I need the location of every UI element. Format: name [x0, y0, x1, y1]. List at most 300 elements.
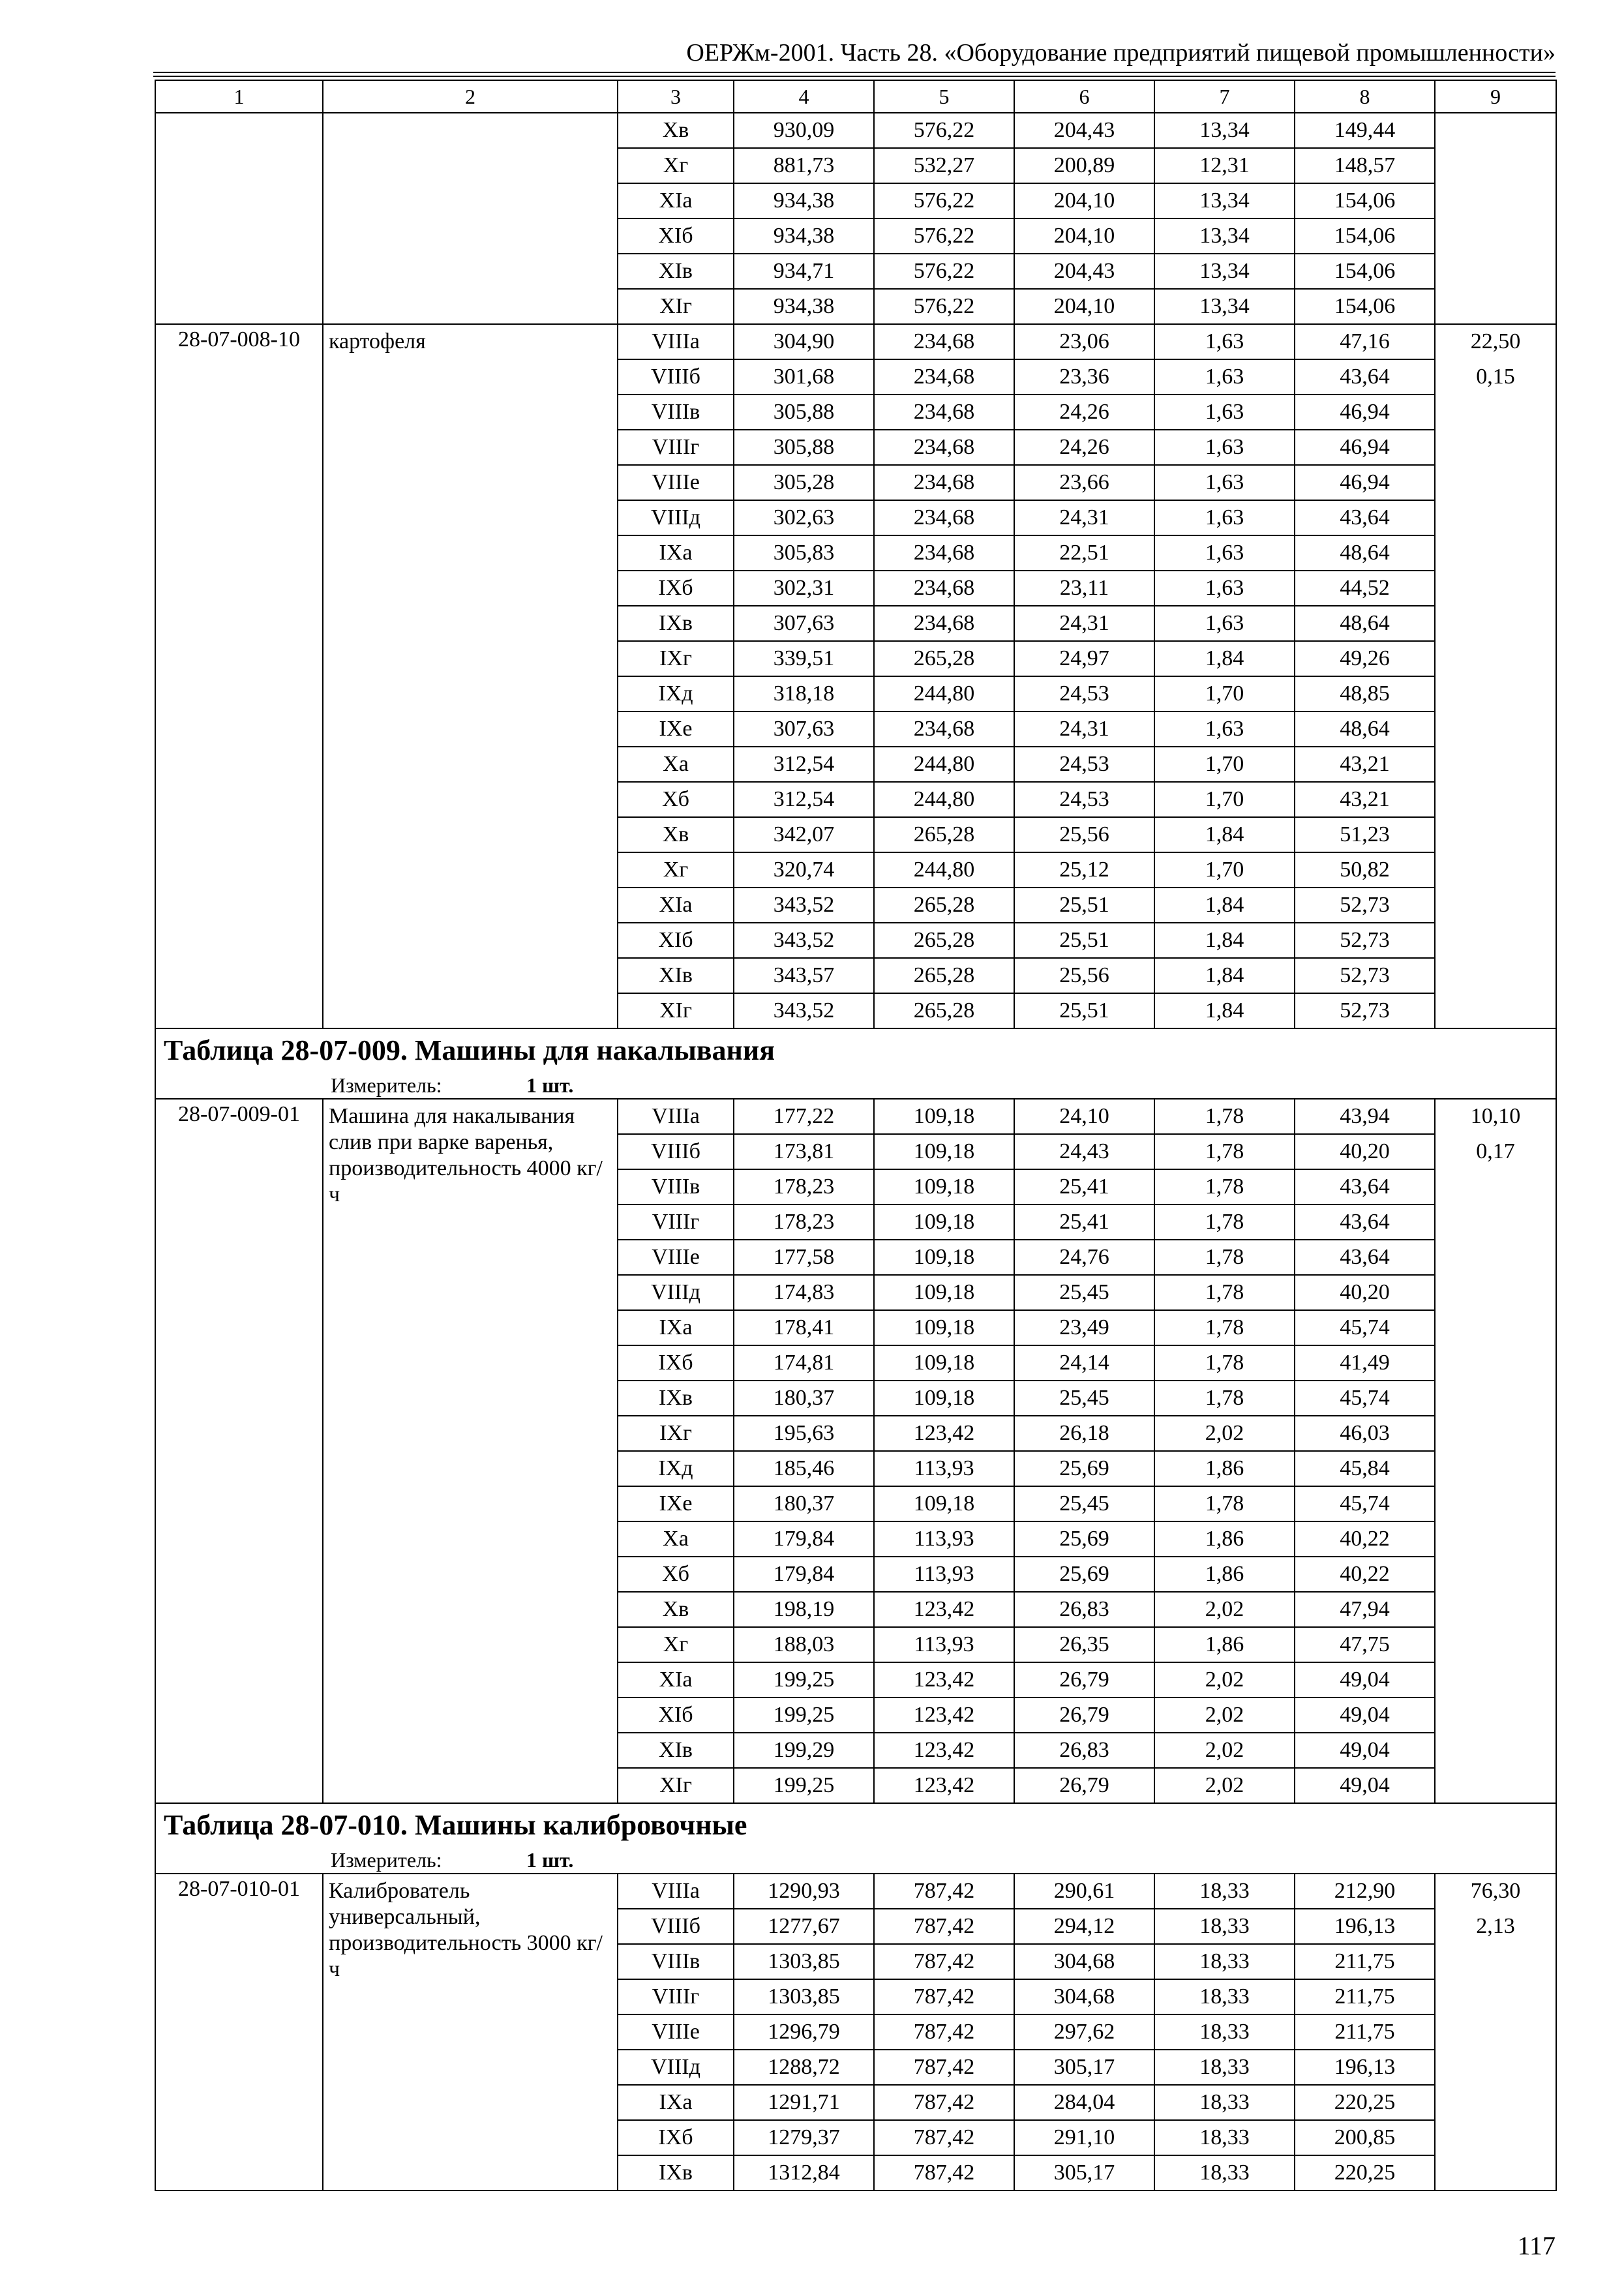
value-cell: 25,41: [1014, 1204, 1154, 1240]
zone-cell: Xб: [618, 1557, 734, 1592]
rate-code: [155, 113, 323, 324]
value-cell: 45,74: [1295, 1381, 1435, 1416]
value-cell: 18,33: [1154, 2120, 1295, 2155]
value-cell: 109,18: [874, 1486, 1014, 1521]
value-cell: 24,53: [1014, 676, 1154, 711]
value-cell: 24,26: [1014, 430, 1154, 465]
zone-cell: Xг: [618, 852, 734, 888]
zone-cell: XIв: [618, 254, 734, 289]
value-cell: 24,53: [1014, 782, 1154, 817]
value-cell: 25,56: [1014, 958, 1154, 993]
zone-cell: IXб: [618, 2120, 734, 2155]
value-cell: 177,22: [734, 1099, 874, 1134]
table-row: [155, 1874, 1556, 1909]
value-cell: 2,02: [1154, 1768, 1295, 1803]
value-cell: 1,78: [1154, 1099, 1295, 1134]
value-cell: 576,22: [874, 183, 1014, 218]
value-cell: 220,25: [1295, 2155, 1435, 2191]
column-number: 1: [155, 80, 323, 113]
value-cell: 1,70: [1154, 852, 1295, 888]
zone-cell: VIIIд: [618, 1275, 734, 1310]
value-cell: 1,63: [1154, 430, 1295, 465]
value-cell: 1,78: [1154, 1381, 1295, 1416]
zone-cell: IXг: [618, 1416, 734, 1451]
zone-cell: XIв: [618, 1733, 734, 1768]
value-cell: 2,02: [1154, 1416, 1295, 1451]
column9-value: 22,50: [1470, 329, 1521, 353]
value-cell: 24,53: [1014, 747, 1154, 782]
value-cell: 305,17: [1014, 2050, 1154, 2085]
value-cell: 199,25: [734, 1698, 874, 1733]
value-cell: 40,22: [1295, 1557, 1435, 1592]
value-cell: 1,70: [1154, 782, 1295, 817]
value-cell: 45,74: [1295, 1486, 1435, 1521]
value-cell: 26,79: [1014, 1698, 1154, 1733]
value-cell: 26,18: [1014, 1416, 1154, 1451]
value-cell: 787,42: [874, 1874, 1014, 1909]
value-cell: 48,85: [1295, 676, 1435, 711]
value-cell: 1291,71: [734, 2085, 874, 2120]
value-cell: 23,36: [1014, 359, 1154, 395]
value-cell: 787,42: [874, 2014, 1014, 2050]
value-cell: 26,79: [1014, 1662, 1154, 1698]
zone-cell: VIIIa: [618, 1874, 734, 1909]
unit-label: Измеритель:: [331, 1073, 442, 1097]
value-cell: 45,84: [1295, 1451, 1435, 1486]
value-cell: 24,31: [1014, 606, 1154, 641]
value-cell: 52,73: [1295, 958, 1435, 993]
zone-cell: IXв: [618, 2155, 734, 2191]
value-cell: 2,02: [1154, 1698, 1295, 1733]
value-cell: 43,21: [1295, 782, 1435, 817]
value-cell: 1,63: [1154, 324, 1295, 359]
value-cell: 49,26: [1295, 641, 1435, 676]
value-cell: 123,42: [874, 1592, 1014, 1627]
value-cell: 211,75: [1295, 2014, 1435, 2050]
value-cell: 284,04: [1014, 2085, 1154, 2120]
value-cell: 297,62: [1014, 2014, 1154, 2050]
value-cell: 48,64: [1295, 535, 1435, 571]
value-cell: 24,31: [1014, 500, 1154, 535]
value-cell: 40,22: [1295, 1521, 1435, 1557]
value-cell: 179,84: [734, 1557, 874, 1592]
value-cell: 1,78: [1154, 1240, 1295, 1275]
unit-cell: [155, 1847, 1556, 1874]
column9-values: [1435, 1874, 1556, 2191]
value-cell: 49,04: [1295, 1698, 1435, 1733]
rate-name: Калиброватель универсальный, производительность 3000 кг/ч: [323, 1874, 618, 2191]
zone-cell: XIг: [618, 993, 734, 1028]
table-title: Таблица 28-07-010. Машины калибровочные: [155, 1803, 1556, 1847]
value-cell: 1,63: [1154, 500, 1295, 535]
column9-value: 2,13: [1476, 1914, 1515, 1938]
value-cell: 149,44: [1295, 113, 1435, 148]
value-cell: 113,93: [874, 1627, 1014, 1662]
value-cell: 40,20: [1295, 1134, 1435, 1169]
value-cell: 787,42: [874, 1944, 1014, 1979]
table-title-row: [155, 1803, 1556, 1847]
value-cell: 307,63: [734, 606, 874, 641]
value-cell: 25,45: [1014, 1486, 1154, 1521]
value-cell: 24,26: [1014, 395, 1154, 430]
zone-cell: XIa: [618, 183, 734, 218]
value-cell: 49,04: [1295, 1662, 1435, 1698]
value-cell: 46,94: [1295, 395, 1435, 430]
column9-value: 0,17: [1476, 1139, 1515, 1163]
value-cell: 26,83: [1014, 1733, 1154, 1768]
value-cell: 265,28: [874, 958, 1014, 993]
value-cell: 109,18: [874, 1169, 1014, 1204]
value-cell: 46,94: [1295, 465, 1435, 500]
value-cell: 24,10: [1014, 1099, 1154, 1134]
zone-cell: VIIIд: [618, 2050, 734, 2085]
value-cell: 212,90: [1295, 1874, 1435, 1909]
column9-values: [1435, 113, 1556, 324]
zone-cell: XIб: [618, 1698, 734, 1733]
zone-cell: Xв: [618, 817, 734, 852]
value-cell: 1,63: [1154, 465, 1295, 500]
value-cell: 930,09: [734, 113, 874, 148]
column9-value: 0,15: [1476, 365, 1515, 389]
value-cell: 47,94: [1295, 1592, 1435, 1627]
value-cell: 1,63: [1154, 359, 1295, 395]
value-cell: 1,63: [1154, 571, 1295, 606]
value-cell: 1277,67: [734, 1909, 874, 1944]
value-cell: 123,42: [874, 1768, 1014, 1803]
value-cell: 123,42: [874, 1662, 1014, 1698]
page-header: ОЕРЖм-2001. Часть 28. «Оборудование предприятий пищевой промышленности»: [686, 39, 1556, 67]
zone-cell: VIIIб: [618, 359, 734, 395]
zone-cell: XIв: [618, 958, 734, 993]
value-cell: 26,79: [1014, 1768, 1154, 1803]
value-cell: 265,28: [874, 923, 1014, 958]
value-cell: 18,33: [1154, 2085, 1295, 2120]
value-cell: 18,33: [1154, 1874, 1295, 1909]
value-cell: 154,06: [1295, 254, 1435, 289]
value-cell: 211,75: [1295, 1944, 1435, 1979]
value-cell: 46,03: [1295, 1416, 1435, 1451]
value-cell: 302,31: [734, 571, 874, 606]
zone-cell: VIIIб: [618, 1909, 734, 1944]
value-cell: 25,45: [1014, 1275, 1154, 1310]
value-cell: 1,63: [1154, 395, 1295, 430]
column9-value: 76,30: [1470, 1879, 1521, 1903]
value-cell: 294,12: [1014, 1909, 1154, 1944]
value-cell: 1,84: [1154, 923, 1295, 958]
value-cell: 302,63: [734, 500, 874, 535]
zone-cell: VIIIг: [618, 430, 734, 465]
value-cell: 43,64: [1295, 500, 1435, 535]
value-cell: 211,75: [1295, 1979, 1435, 2014]
value-cell: 2,02: [1154, 1733, 1295, 1768]
column-number: 9: [1435, 80, 1556, 113]
value-cell: 244,80: [874, 747, 1014, 782]
value-cell: 50,82: [1295, 852, 1435, 888]
rate-name: [323, 113, 618, 324]
value-cell: 1,86: [1154, 1627, 1295, 1662]
zone-cell: IXг: [618, 641, 734, 676]
value-cell: 1,84: [1154, 641, 1295, 676]
column-number-row: [155, 80, 1556, 113]
value-cell: 18,33: [1154, 1979, 1295, 2014]
zone-cell: XIa: [618, 888, 734, 923]
value-cell: 12,31: [1154, 148, 1295, 183]
value-cell: 787,42: [874, 2050, 1014, 2085]
table-title-row: [155, 1028, 1556, 1072]
value-cell: 109,18: [874, 1099, 1014, 1134]
value-cell: 24,43: [1014, 1134, 1154, 1169]
rate-name: картофеля: [323, 324, 618, 1028]
value-cell: 265,28: [874, 993, 1014, 1028]
value-cell: 1290,93: [734, 1874, 874, 1909]
value-cell: 13,34: [1154, 113, 1295, 148]
value-cell: 204,10: [1014, 289, 1154, 324]
header-rule: [153, 76, 1556, 77]
value-cell: 576,22: [874, 254, 1014, 289]
value-cell: 1279,37: [734, 2120, 874, 2155]
zone-cell: IXe: [618, 711, 734, 747]
value-cell: 1,63: [1154, 606, 1295, 641]
value-cell: 787,42: [874, 2155, 1014, 2191]
rate-code: 28-07-010-01: [155, 1874, 323, 2191]
zone-cell: Xa: [618, 1521, 734, 1557]
value-cell: 1,78: [1154, 1310, 1295, 1345]
zone-cell: XIб: [618, 923, 734, 958]
value-cell: 198,19: [734, 1592, 874, 1627]
value-cell: 109,18: [874, 1310, 1014, 1345]
value-cell: 234,68: [874, 535, 1014, 571]
value-cell: 47,75: [1295, 1627, 1435, 1662]
value-cell: 52,73: [1295, 993, 1435, 1028]
value-cell: 52,73: [1295, 923, 1435, 958]
value-cell: 154,06: [1295, 289, 1435, 324]
value-cell: 123,42: [874, 1733, 1014, 1768]
value-cell: 25,41: [1014, 1169, 1154, 1204]
value-cell: 109,18: [874, 1345, 1014, 1381]
zone-cell: IXe: [618, 1486, 734, 1521]
value-cell: 49,04: [1295, 1768, 1435, 1803]
rate-name: Машина для накалывания слив при варке варенья, производительность 4000 кг/ч: [323, 1099, 618, 1803]
zone-cell: VIIIг: [618, 1204, 734, 1240]
value-cell: 2,02: [1154, 1662, 1295, 1698]
value-cell: 234,68: [874, 500, 1014, 535]
zone-cell: IXб: [618, 1345, 734, 1381]
unit-value: 1 шт.: [526, 1848, 574, 1872]
unit-label: Измеритель:: [331, 1848, 442, 1872]
value-cell: 787,42: [874, 1979, 1014, 2014]
value-cell: 26,35: [1014, 1627, 1154, 1662]
value-cell: 109,18: [874, 1134, 1014, 1169]
column9-values: [1435, 324, 1556, 1028]
value-cell: 174,81: [734, 1345, 874, 1381]
value-cell: 24,31: [1014, 711, 1154, 747]
value-cell: 180,37: [734, 1486, 874, 1521]
value-cell: 204,43: [1014, 254, 1154, 289]
value-cell: 25,69: [1014, 1521, 1154, 1557]
value-cell: 23,11: [1014, 571, 1154, 606]
value-cell: 305,17: [1014, 2155, 1154, 2191]
value-cell: 265,28: [874, 641, 1014, 676]
column-number: 8: [1295, 80, 1435, 113]
value-cell: 234,68: [874, 324, 1014, 359]
value-cell: 343,57: [734, 958, 874, 993]
rates-table: [155, 80, 1557, 2191]
value-cell: 173,81: [734, 1134, 874, 1169]
zone-cell: Xг: [618, 1627, 734, 1662]
zone-cell: XIa: [618, 1662, 734, 1698]
value-cell: 200,85: [1295, 2120, 1435, 2155]
value-cell: 25,51: [1014, 993, 1154, 1028]
value-cell: 109,18: [874, 1240, 1014, 1275]
value-cell: 113,93: [874, 1557, 1014, 1592]
value-cell: 178,23: [734, 1204, 874, 1240]
value-cell: 43,64: [1295, 1240, 1435, 1275]
value-cell: 342,07: [734, 817, 874, 852]
value-cell: 320,74: [734, 852, 874, 888]
value-cell: 25,69: [1014, 1451, 1154, 1486]
value-cell: 1,86: [1154, 1557, 1295, 1592]
value-cell: 234,68: [874, 465, 1014, 500]
table-row: [155, 113, 1556, 148]
value-cell: 1312,84: [734, 2155, 874, 2191]
value-cell: 25,51: [1014, 923, 1154, 958]
value-cell: 787,42: [874, 1909, 1014, 1944]
value-cell: 179,84: [734, 1521, 874, 1557]
zone-cell: Xa: [618, 747, 734, 782]
value-cell: 52,73: [1295, 888, 1435, 923]
value-cell: 1,84: [1154, 888, 1295, 923]
value-cell: 305,88: [734, 395, 874, 430]
value-cell: 234,68: [874, 430, 1014, 465]
column-number: 7: [1154, 80, 1295, 113]
value-cell: 291,10: [1014, 2120, 1154, 2155]
value-cell: 123,42: [874, 1698, 1014, 1733]
value-cell: 154,06: [1295, 218, 1435, 254]
value-cell: 154,06: [1295, 183, 1435, 218]
value-cell: 1,84: [1154, 958, 1295, 993]
rate-code: 28-07-008-10: [155, 324, 323, 1028]
value-cell: 934,71: [734, 254, 874, 289]
value-cell: 109,18: [874, 1204, 1014, 1240]
value-cell: 1296,79: [734, 2014, 874, 2050]
value-cell: 1303,85: [734, 1944, 874, 1979]
column-number: 2: [323, 80, 618, 113]
value-cell: 123,42: [874, 1416, 1014, 1451]
value-cell: 47,16: [1295, 324, 1435, 359]
value-cell: 301,68: [734, 359, 874, 395]
unit-cell: [155, 1072, 1556, 1099]
value-cell: 18,33: [1154, 2050, 1295, 2085]
value-cell: 109,18: [874, 1381, 1014, 1416]
table-row: [155, 324, 1556, 359]
value-cell: 1,86: [1154, 1521, 1295, 1557]
value-cell: 576,22: [874, 289, 1014, 324]
zone-cell: IXв: [618, 1381, 734, 1416]
value-cell: 43,94: [1295, 1099, 1435, 1134]
value-cell: 787,42: [874, 2120, 1014, 2155]
value-cell: 234,68: [874, 606, 1014, 641]
value-cell: 48,64: [1295, 606, 1435, 641]
value-cell: 113,93: [874, 1521, 1014, 1557]
value-cell: 43,21: [1295, 747, 1435, 782]
value-cell: 199,29: [734, 1733, 874, 1768]
value-cell: 2,02: [1154, 1592, 1295, 1627]
zone-cell: IXa: [618, 535, 734, 571]
value-cell: 24,14: [1014, 1345, 1154, 1381]
value-cell: 304,68: [1014, 1979, 1154, 2014]
value-cell: 13,34: [1154, 289, 1295, 324]
zone-cell: VIIIa: [618, 1099, 734, 1134]
value-cell: 1,70: [1154, 676, 1295, 711]
value-cell: 312,54: [734, 782, 874, 817]
value-cell: 113,93: [874, 1451, 1014, 1486]
value-cell: 1303,85: [734, 1979, 874, 2014]
zone-cell: IXд: [618, 1451, 734, 1486]
value-cell: 148,57: [1295, 148, 1435, 183]
value-cell: 48,64: [1295, 711, 1435, 747]
value-cell: 43,64: [1295, 1204, 1435, 1240]
value-cell: 196,13: [1295, 2050, 1435, 2085]
value-cell: 51,23: [1295, 817, 1435, 852]
value-cell: 244,80: [874, 782, 1014, 817]
value-cell: 177,58: [734, 1240, 874, 1275]
value-cell: 178,41: [734, 1310, 874, 1345]
value-cell: 1,78: [1154, 1169, 1295, 1204]
value-cell: 44,52: [1295, 571, 1435, 606]
zone-cell: VIIIд: [618, 500, 734, 535]
value-cell: 343,52: [734, 993, 874, 1028]
value-cell: 234,68: [874, 359, 1014, 395]
zone-cell: IXв: [618, 606, 734, 641]
value-cell: 109,18: [874, 1275, 1014, 1310]
value-cell: 1,84: [1154, 993, 1295, 1028]
value-cell: 188,03: [734, 1627, 874, 1662]
column9-value: 10,10: [1470, 1104, 1521, 1128]
value-cell: 307,63: [734, 711, 874, 747]
table-title: Таблица 28-07-009. Машины для накалывания: [155, 1028, 1556, 1072]
value-cell: 22,51: [1014, 535, 1154, 571]
value-cell: 343,52: [734, 923, 874, 958]
value-cell: 1,63: [1154, 711, 1295, 747]
zone-cell: VIIIe: [618, 2014, 734, 2050]
value-cell: 265,28: [874, 817, 1014, 852]
header-rule: [153, 72, 1556, 73]
value-cell: 204,10: [1014, 183, 1154, 218]
value-cell: 881,73: [734, 148, 874, 183]
value-cell: 1,78: [1154, 1134, 1295, 1169]
value-cell: 195,63: [734, 1416, 874, 1451]
value-cell: 25,56: [1014, 817, 1154, 852]
value-cell: 43,64: [1295, 1169, 1435, 1204]
table-row: [155, 1099, 1556, 1134]
zone-cell: VIIIб: [618, 1134, 734, 1169]
value-cell: 934,38: [734, 289, 874, 324]
value-cell: 532,27: [874, 148, 1014, 183]
column-number: 6: [1014, 80, 1154, 113]
value-cell: 305,83: [734, 535, 874, 571]
value-cell: 25,12: [1014, 852, 1154, 888]
value-cell: 49,04: [1295, 1733, 1435, 1768]
zone-cell: Xв: [618, 1592, 734, 1627]
value-cell: 1,78: [1154, 1204, 1295, 1240]
zone-cell: IXб: [618, 571, 734, 606]
zone-cell: IXд: [618, 676, 734, 711]
value-cell: 1,78: [1154, 1345, 1295, 1381]
unit-value: 1 шт.: [526, 1073, 574, 1097]
zone-cell: VIIIв: [618, 1169, 734, 1204]
value-cell: 234,68: [874, 395, 1014, 430]
zone-cell: Xг: [618, 148, 734, 183]
